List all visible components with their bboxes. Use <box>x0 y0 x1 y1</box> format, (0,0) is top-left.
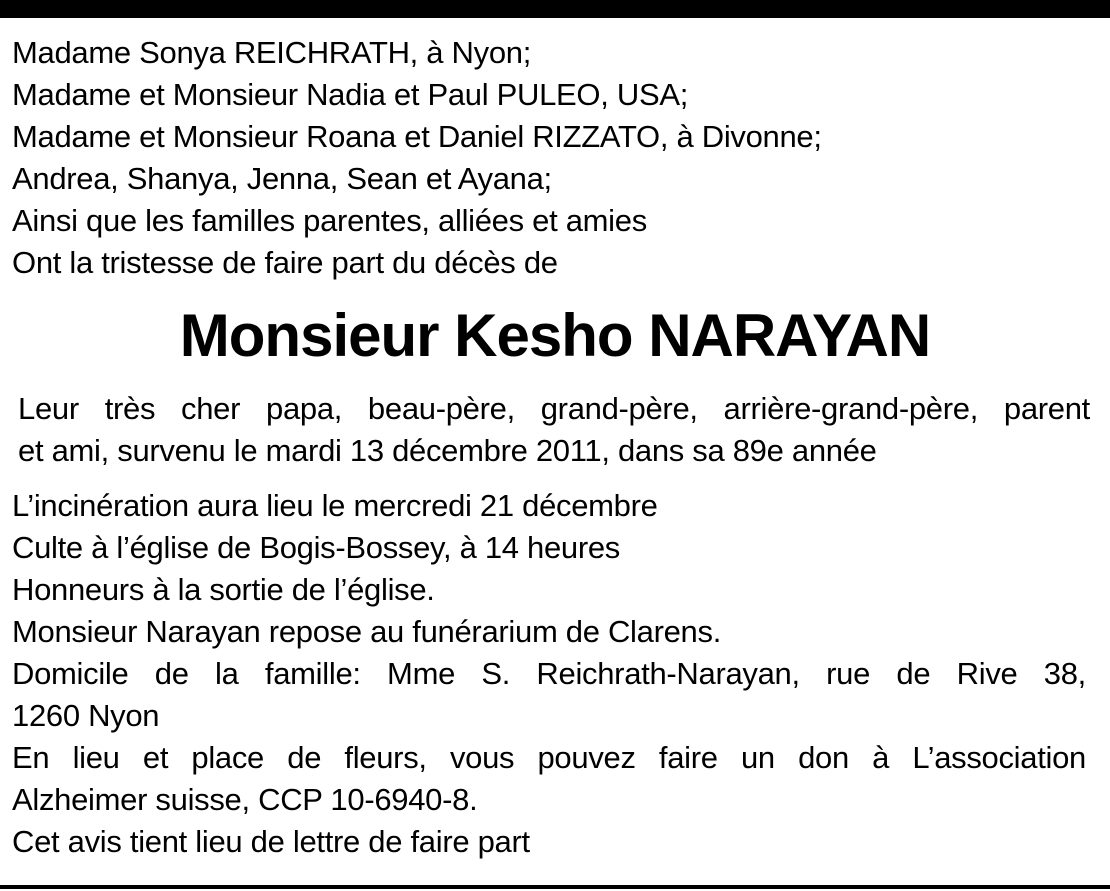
detail-line: Honneurs à la sortie de l’église. <box>12 572 435 607</box>
family-line: Ont la tristesse de faire part du décès de <box>12 245 558 280</box>
detail-line: 1260 Nyon <box>12 698 160 733</box>
description-line: Leur très cher papa, beau-père, grand-père, arrière-grand-père, parent <box>18 391 1090 426</box>
top-border-rule <box>0 0 1110 18</box>
description-line: et ami, survenu le mardi 13 décembre 2011, dans sa 89e année <box>18 433 877 468</box>
detail-line: Cet avis tient lieu de lettre de faire part <box>12 824 530 859</box>
detail-line: Alzheimer suisse, CCP 10-6940-8. <box>12 782 478 817</box>
detail-line: Domicile de la famille: Mme S. Reichrath-Narayan, rue de Rive 38, <box>12 656 1086 691</box>
ceremony-details <box>12 485 1086 863</box>
deceased-description <box>18 388 1090 472</box>
family-line: Madame et Monsieur Nadia et Paul PULEO, USA; <box>12 77 689 112</box>
detail-line: L’incinération aura lieu le mercredi 21 décembre <box>12 488 658 523</box>
family-announcement <box>12 32 1086 284</box>
detail-line: Monsieur Narayan repose au funérarium de Clarens. <box>12 614 722 649</box>
family-line: Andrea, Shanya, Jenna, Sean et Ayana; <box>12 161 552 196</box>
bottom-border-rule <box>0 885 1110 889</box>
detail-line: Culte à l’église de Bogis-Bossey, à 14 heures <box>12 530 620 565</box>
family-line: Madame et Monsieur Roana et Daniel RIZZATO, à Divonne; <box>12 119 822 154</box>
family-line: Ainsi que les familles parentes, alliées et amies <box>12 203 647 238</box>
family-line: Madame Sonya REICHRATH, à Nyon; <box>12 35 532 70</box>
detail-line: En lieu et place de fleurs, vous pouvez faire un don à L’association <box>12 740 1086 775</box>
deceased-name-heading: Monsieur Kesho NARAYAN <box>179 302 931 369</box>
